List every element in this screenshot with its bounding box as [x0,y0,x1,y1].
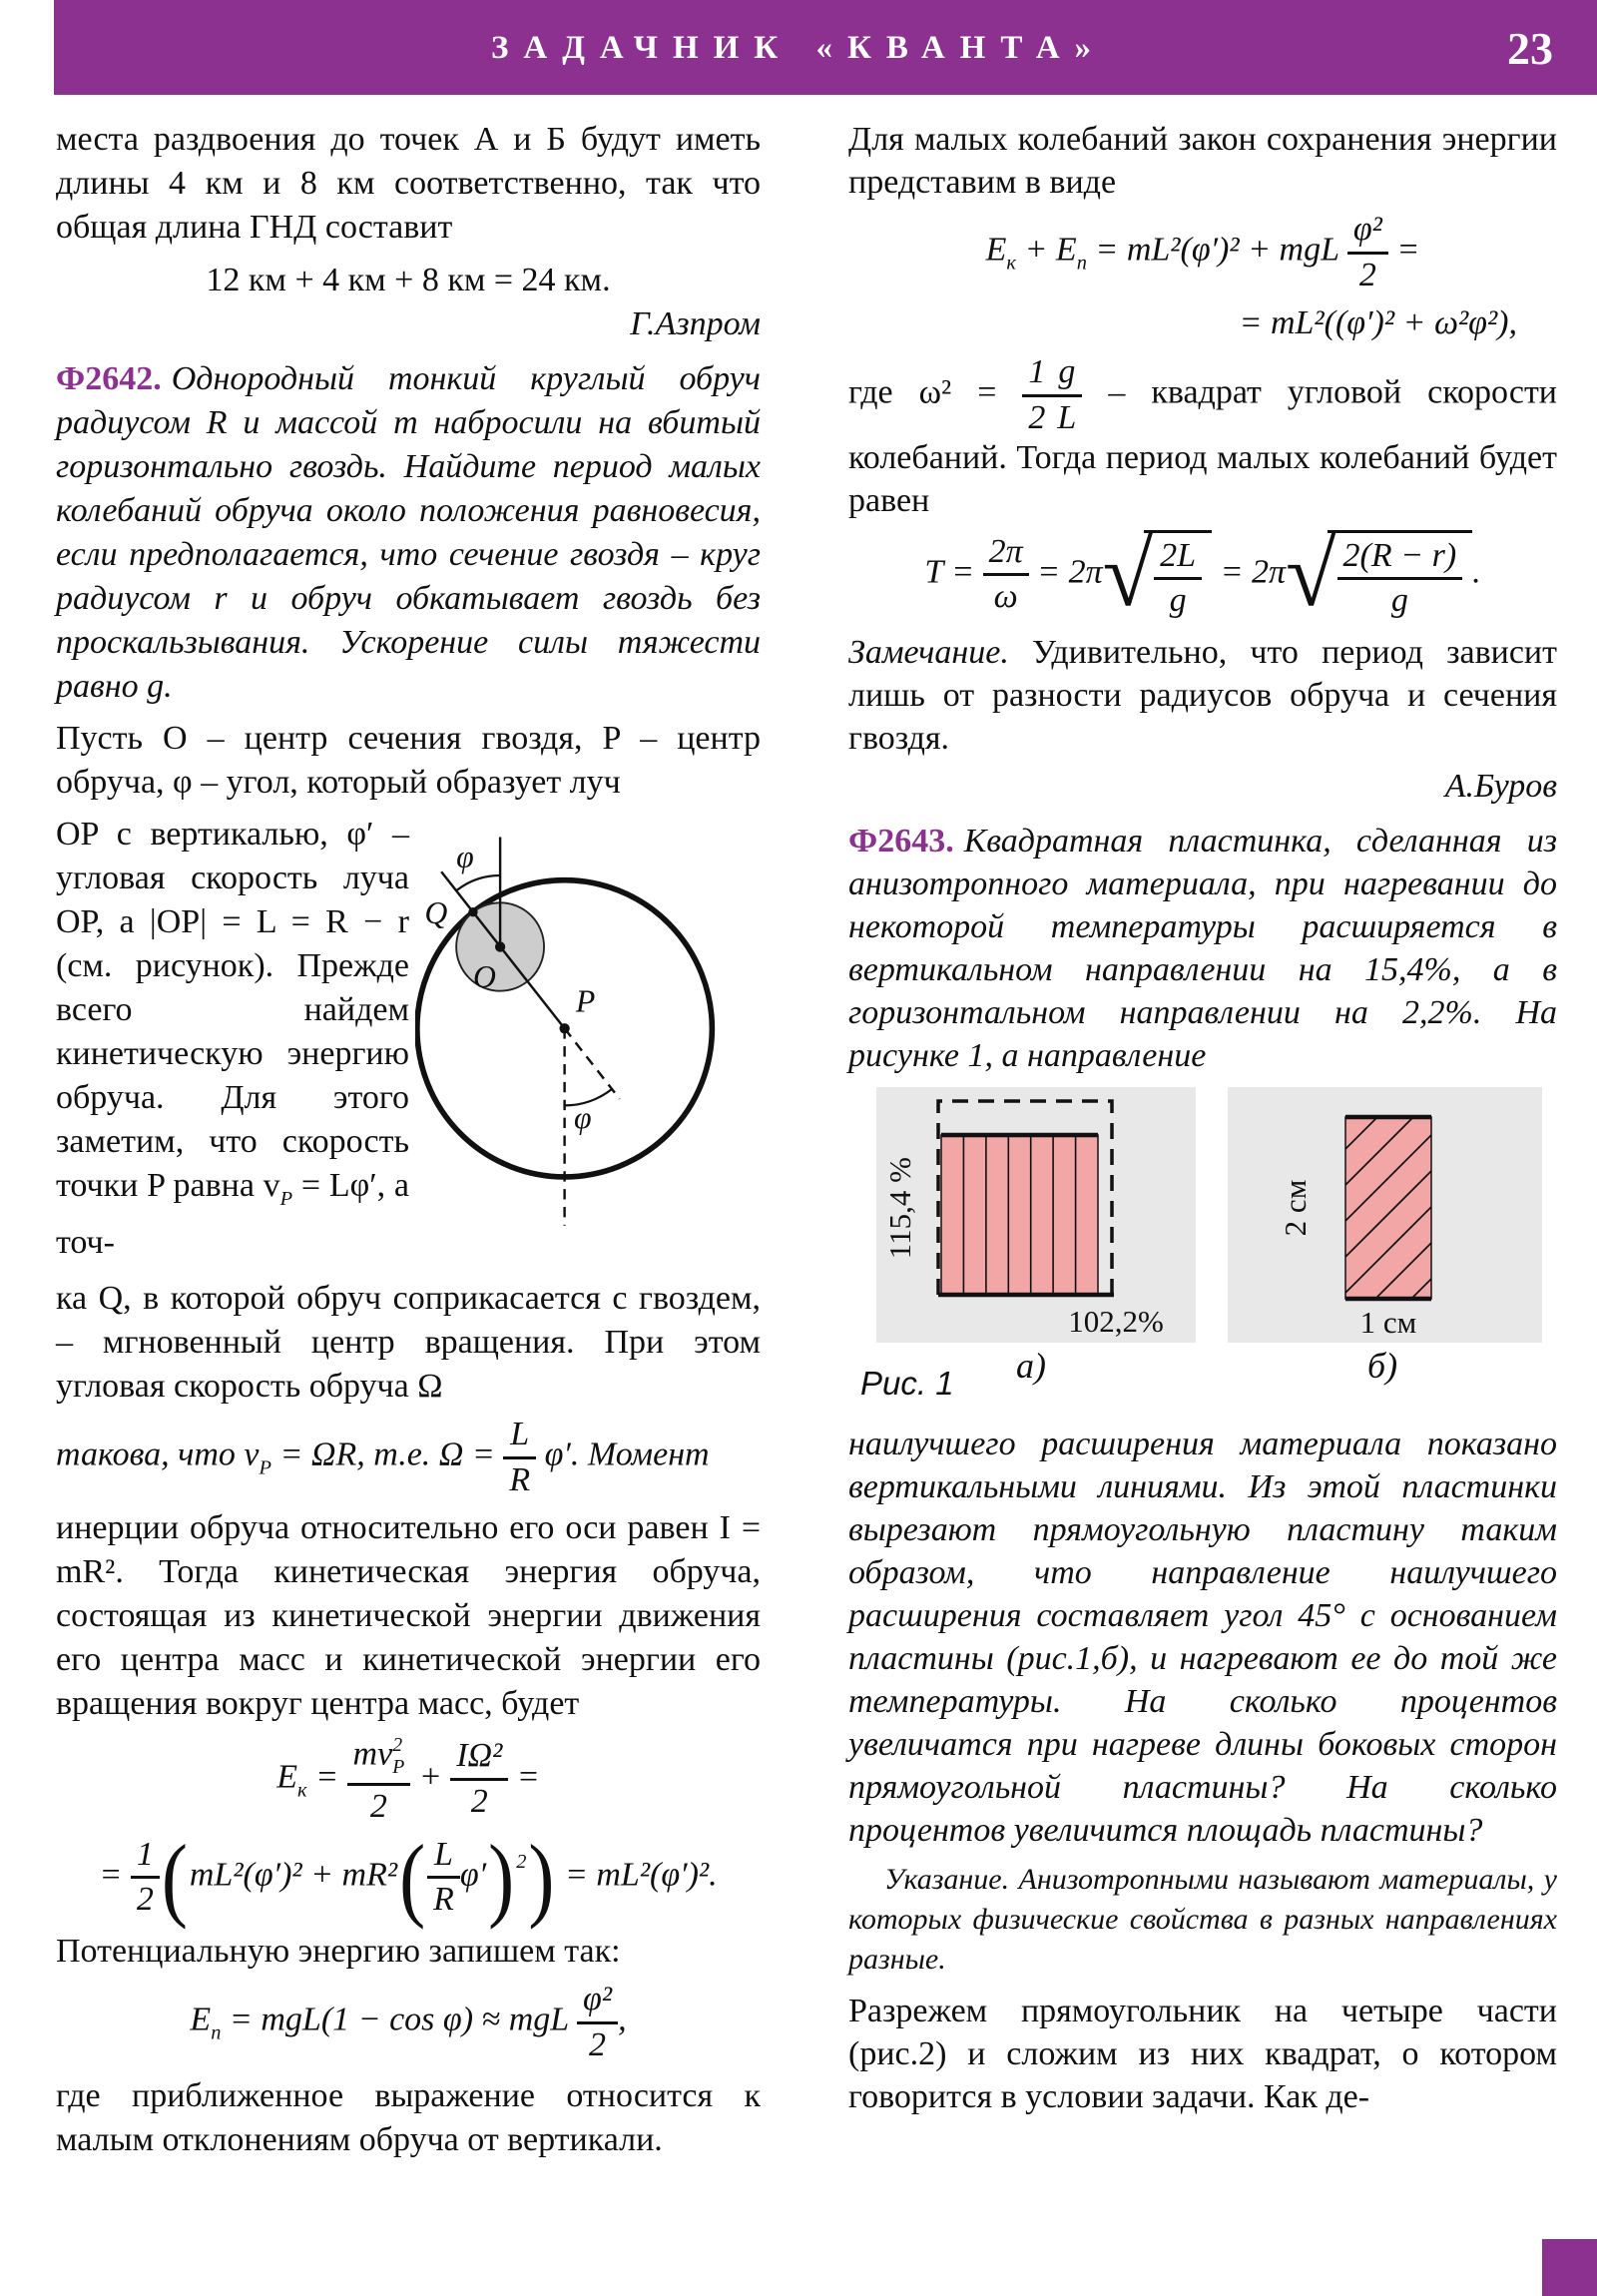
solution-continued: ка Q, в которой обруч соприкасается с гвоздем, – мгновенный центр вращения. При этом угловая скорость обруча Ω [56,1280,761,1406]
panel-label-b: б) [1367,1346,1398,1387]
hoop-nail-diagram [415,813,761,1254]
plate-square [941,1135,1098,1295]
left-column [56,118,761,2170]
fraction-2pi-omega: $\frac{2\pi}{\omega}$ [983,534,1029,615]
closing-paragraph: Разрежем прямоугольник на четыре части (рис.2) и сложим из них квадрат, о котором говорится в условии задачи. Как де- [848,1993,1557,2116]
angle-arc-top [456,875,500,890]
panel-label-a: а) [1016,1346,1046,1387]
remark-label: Замечание. [848,634,1009,672]
figure-1a-square-plate [876,1087,1196,1343]
formula-potential-energy: $E_п = mgL(1 - \cos \varphi)$ ≈ mgL $\frac{\text{φ²}}{2}$ , [190,1980,627,2063]
point-Q-dot [468,907,477,916]
big-paren-open: ( [161,1825,188,1930]
page-title: ЗАДАЧНИК «КВАНТА» [490,30,1107,66]
formula-period: T = $\frac{2\pi}{\omega}$ = 2π √ $\frac{2L}{g}$ = 2π √ $\frac{2(R - r)}{g}$ . [924,523,1481,626]
author-signature-2: А.Буров [1444,768,1557,806]
solution-outro: где приближенное выражение относится к малым отклонениям обруча от вертикали. [56,2077,761,2159]
label-Q: Q [424,894,448,930]
corner-decoration [1542,2239,1597,2296]
problem-f2643 [848,820,1557,1077]
fraction-1-2-r: $\frac{1}{2}$ [1022,354,1051,435]
solution-intro: Пусть O – центр сечения гвоздя, P – центр обруча, φ – угол, который образует луч [56,720,761,801]
fraction-g-L: $\frac{g}{L}$ [1051,354,1082,435]
page-number: 23 [1507,23,1553,74]
width-label: 1 см [1359,1305,1417,1341]
fraction-phi2-2-r: $\frac{\text{φ²}}{2}$ [1347,212,1388,292]
solution-inertia: инерции обруча относительно его оси равен I = mR². Тогда кинетическая энергия обруча, состоящая из кинетической энергии движения его центра масс и кинетической энергии его вращения вокруг центра масс, будет [56,1508,761,1722]
vertical-expansion-label: 115,4 % [882,1157,917,1260]
paragraph-intro: места раздвоения до точек А и Б будут иметь длины 4 км и 8 км соответственно, так что общая длина ГНД составит [56,121,761,246]
problem-f2643-continued: наилучшего расширения материала показано вертикальными линиями. Из этой пластинки вырезают прямоугольную пластину таким образом, что направление наилучшего расширения составляет угол 45° с основанием пластины (рис.1,б), и нагревают ее до той же температуры. На сколько процентов увеличатся при нагреве длины боковых сторон прямоугольной пластины? На сколько процентов увеличится площадь пластины? [848,1426,1557,1850]
author-signature: Г.Азпром [630,305,761,342]
formula-energy-sum: $E_к + E_п = mL^2(\varphi')^2$ + mgL $\frac{\text{φ²}}{2}$ = [985,211,1420,293]
energy-law-intro: Для малых колебаний закон сохранения энергии представим в виде [848,121,1557,201]
problem-text-2: Квадратная пластинка, сделанная из анизотропного материала, при нагревании до некоторой температуры расширяется в вертикальном направлении на 15,4%, а в горизонтальном направлении на 2,2%. На рисунке 1, а направление [848,823,1557,1075]
fraction-L-R: $\frac{L}{R}$ [503,1417,536,1497]
remark-paragraph: Замечание. Удивительно, что период зависит лишь от разности радиусов обруча и сечения гвоздя. [848,634,1557,758]
problem-number-2: Ф2643. [848,823,954,861]
omega-paragraph: где ω² = $\frac{1}{2}$ $\frac{g}{L}$ – квадрат угловой скорости колебаний. Тогда период малых колебаний будет равен [848,353,1557,519]
big-paren-close: ) [528,1825,555,1930]
label-O: O [472,958,496,994]
formula-kinetic-energy: $E_к$ = mv 2 P 2 + $\frac{\text{IΩ²}}{2}$ = [276,1733,540,1825]
label-phi-bottom: φ [573,1099,592,1136]
sqrt-2R-r-g: √ $\frac{2(R - r)}{g}$ [1286,530,1472,619]
fraction-phi2-2: $\frac{\text{φ²}}{2}$ [577,1982,618,2062]
horizontal-expansion-label: 102,2% [1068,1304,1164,1340]
formula-kinetic-energy-2: = $\frac{1}{2}$ (mL²(φ′)² + mR²( $\frac{L}{R}$ φ′)$^2$) = mL²(φ′)². [99,1825,718,1930]
formula-energy-sum-2: = mL²((φ′)² + ω²φ²), [1239,304,1517,342]
fraction-L-R-2: $\frac{L}{R}$ [427,1837,460,1918]
solution-narrow-text: OP с вертикалью, φ′ – угловая скорость луча OP, а |OP| = L = R − r (см. рисунок). Прежде всего найдем кинетическую энергию обруча. Для этого заметим, что скорость точки P равна $v_P = L\varphi'$, а точ- [56,816,409,1262]
sqrt-2L-g: √ $\frac{2L}{g}$ [1103,530,1212,619]
paren-open: ( [399,1825,426,1930]
right-column [848,118,1557,2126]
point-P-dot [559,1023,569,1033]
label-P: P [575,983,596,1019]
figure-1 [848,1087,1557,1417]
equation-total-length: 12 км + 4 км + 8 км = 24 км. [206,262,611,298]
problem-text: Однородный тонкий круглый обруч радиусом R и массой m набросили на вбитый горизонтально гвоздь. Найдите период малых колебаний обруча около положения равновесия, если предполагается, что сечение гвоздя – круг радиусом r и обруч обкатывает гвоздь без проскальзывания. Ускорение силы тяжести равно g. [56,360,761,705]
height-label: 2 см [1278,1179,1313,1237]
inline-formula-omega: такова, что $v_P = \Omega R$, т.е. Ω = $\frac{L}{R}$ φ′. Момент [56,1416,710,1498]
figure-1b-rect-plate [1228,1087,1542,1343]
paren-close: ) [488,1825,515,1930]
problem-number: Ф2642. [56,360,162,397]
hint-paragraph: Указание. Анизотропными называют материалы, у которых физические свойства в разных направлениях разные. [848,1863,1557,1977]
point-O-dot [495,941,505,951]
fraction-IOmega2-2: $\frac{\text{IΩ²}}{2}$ [450,1738,508,1819]
solution-figure-row [56,813,761,1273]
problem-f2642 [56,357,761,709]
solution-potential-intro: Потенциальную энергию запишем так: [56,1932,621,1970]
fraction-1-2: $\frac{1}{2}$ [131,1837,160,1918]
label-phi-top: φ [456,839,474,874]
fraction-mvp2-2: mv 2 P 2 [347,1734,411,1825]
figure-caption: Рис. 1 [860,1365,954,1403]
